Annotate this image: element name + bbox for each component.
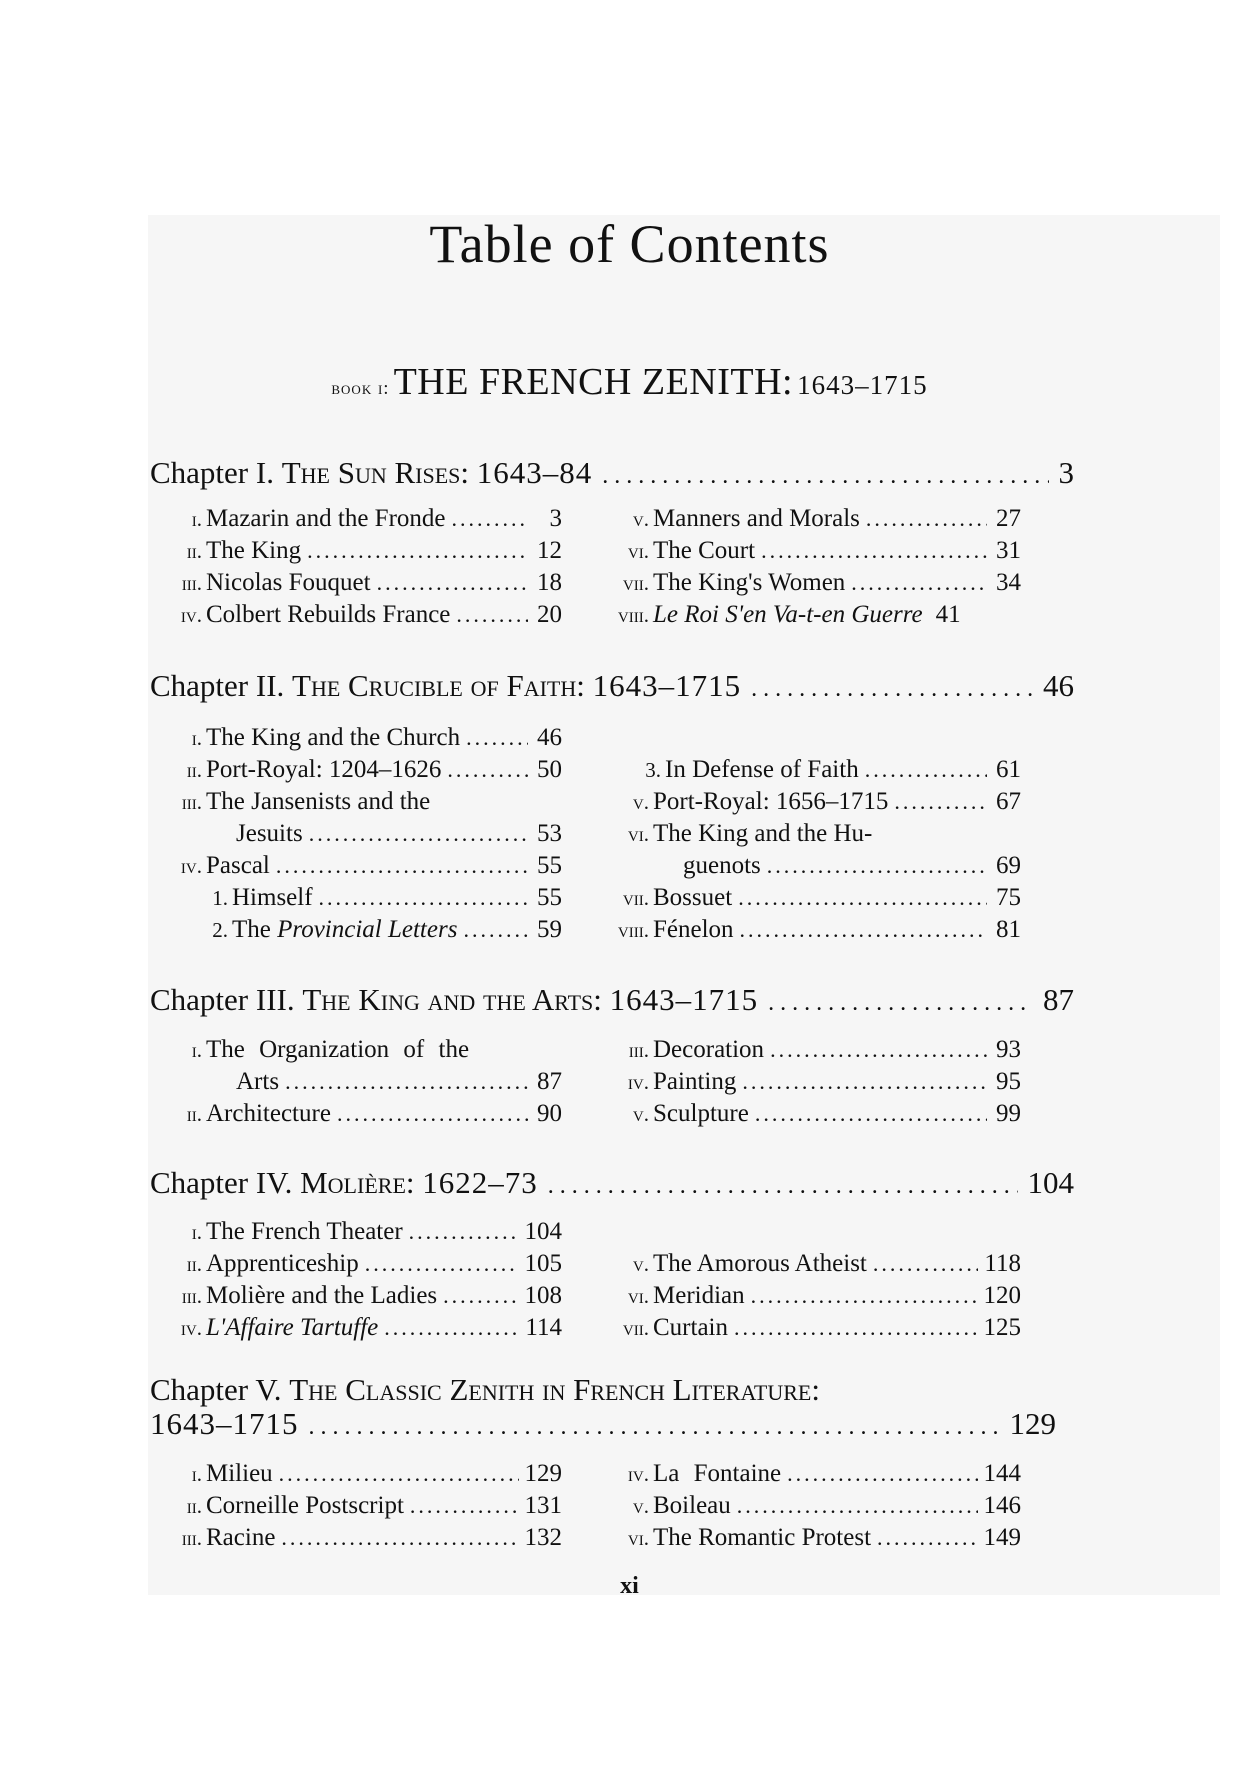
- toc-entry[interactable]: [605, 1068, 1021, 1100]
- section-title: Fénelon: [653, 916, 734, 943]
- section-title: The Organization of the: [206, 1036, 470, 1063]
- section-page: 129: [524, 1460, 562, 1487]
- chapter-years: 1643–84: [476, 455, 593, 490]
- toc-entry[interactable]: [605, 537, 1021, 569]
- chapter-label: Chapter IV.: [150, 1165, 293, 1200]
- chapter-years: 1622–73: [422, 1165, 538, 1200]
- chapter-title: The Sun Rises:: [281, 455, 470, 490]
- section-title: Corneille Postscript: [206, 1492, 404, 1519]
- toc-entry[interactable]: [158, 1036, 562, 1068]
- toc-entry[interactable]: [605, 788, 1021, 820]
- chapter-column-left: [158, 724, 562, 948]
- chapter-years: 1643–1715: [592, 668, 742, 703]
- section-title: Molière and the Ladies: [206, 1282, 438, 1309]
- toc-entry[interactable]: [158, 1068, 562, 1100]
- section-page: 104: [524, 1218, 562, 1245]
- toc-entry[interactable]: [158, 505, 562, 537]
- toc-entry[interactable]: [158, 1460, 562, 1492]
- chapter-label: Chapter V.: [150, 1372, 282, 1407]
- section-number: vi.: [627, 822, 649, 846]
- section-page: 20: [537, 601, 562, 628]
- section-number: v.: [632, 507, 649, 531]
- section-page: 41: [935, 601, 961, 628]
- chapter-label: Chapter III.: [150, 982, 295, 1017]
- section-title: Port-Royal: 1204–1626: [206, 756, 442, 783]
- section-number: iv.: [180, 854, 202, 878]
- toc-entry[interactable]: [158, 1492, 562, 1524]
- toc-entry[interactable]: [158, 788, 562, 820]
- section-title: Milieu: [206, 1460, 273, 1487]
- toc-entry[interactable]: [605, 1492, 1021, 1524]
- section-page: 118: [984, 1250, 1021, 1277]
- chapter-heading[interactable]: [150, 982, 1074, 1018]
- section-number: iii.: [628, 1038, 649, 1062]
- chapter-label: Chapter II.: [150, 668, 285, 703]
- toc-entry[interactable]: [605, 1036, 1021, 1068]
- section-number: 3.: [645, 758, 661, 782]
- section-page: 3: [549, 505, 562, 532]
- section-page: 18: [537, 569, 562, 596]
- section-page: 53: [537, 820, 562, 847]
- section-number: iv.: [627, 1462, 649, 1486]
- section-page: 59: [537, 916, 562, 943]
- section-number: ii.: [186, 1102, 202, 1126]
- section-title: Apprenticeship: [206, 1250, 359, 1277]
- section-title: The King and the Church: [206, 724, 461, 751]
- section-number: v.: [632, 1252, 649, 1276]
- section-page: 46: [537, 724, 562, 751]
- page-number: xi: [620, 1573, 639, 1599]
- chapter-heading[interactable]: [150, 455, 1074, 491]
- toc-entry[interactable]: [158, 820, 562, 852]
- section-title: The Romantic Protest: [653, 1524, 872, 1551]
- section-number: iii.: [181, 571, 202, 595]
- section-number: iv.: [180, 603, 202, 627]
- section-number: iii.: [181, 790, 202, 814]
- chapter-page: 104: [1027, 1165, 1074, 1200]
- section-title: L'Affaire Tartuffe: [206, 1314, 379, 1341]
- chapter-column-left: [158, 1460, 562, 1556]
- section-title: Nicolas Fouquet: [206, 569, 371, 596]
- chapter-years: 1643–1715: [150, 1406, 299, 1441]
- section-page: 69: [996, 852, 1021, 879]
- toc-entry[interactable]: [158, 569, 562, 601]
- section-title: Mazarin and the Fronde: [206, 505, 446, 532]
- toc-entry[interactable]: [605, 601, 1021, 633]
- section-number: i.: [191, 1038, 202, 1062]
- section-number: viii.: [617, 603, 649, 627]
- section-number: 2.: [212, 918, 228, 942]
- chapter-title: The Classic Zenith in French Literature:: [289, 1372, 820, 1407]
- section-page: 144: [983, 1460, 1021, 1487]
- section-page: 149: [983, 1524, 1021, 1551]
- section-number: ii.: [186, 758, 202, 782]
- toc-entry[interactable]: [158, 1100, 562, 1132]
- section-title: guenots: [683, 852, 761, 879]
- chapter-heading[interactable]: [150, 1372, 1074, 1408]
- section-page: 93: [996, 1036, 1021, 1063]
- toc-entry[interactable]: [605, 852, 1021, 884]
- section-page: 34: [996, 569, 1021, 596]
- section-page: 50: [537, 756, 562, 783]
- chapter-column-left: [158, 505, 562, 633]
- section-number: iii.: [181, 1526, 202, 1550]
- section-title: Pascal: [206, 852, 270, 879]
- section-title: The Court: [653, 537, 756, 564]
- section-number: vi.: [627, 539, 649, 563]
- section-number: iii.: [181, 1284, 202, 1308]
- section-page: 95: [996, 1068, 1021, 1095]
- section-page: 120: [983, 1282, 1021, 1309]
- section-page: 99: [996, 1100, 1021, 1127]
- section-number: v.: [632, 1102, 649, 1126]
- section-page: 12: [537, 537, 562, 564]
- section-title: La Fontaine: [653, 1460, 782, 1487]
- section-page: 75: [996, 884, 1021, 911]
- section-page: 27: [996, 505, 1021, 532]
- toc-entry[interactable]: [605, 820, 1021, 852]
- toc-entry[interactable]: [158, 724, 562, 756]
- toc-entry[interactable]: [605, 916, 1021, 948]
- chapter-title: Molière:: [300, 1165, 415, 1200]
- section-title: In Defense of Faith: [665, 756, 859, 783]
- section-number: viii.: [617, 918, 649, 942]
- chapter-heading[interactable]: [150, 668, 1074, 704]
- book-years: 1643–1715: [797, 370, 928, 400]
- toc-entry[interactable]: [605, 1524, 1021, 1556]
- toc-entry[interactable]: [605, 505, 1021, 537]
- chapter-column-left: [158, 1036, 562, 1132]
- section-number: i.: [191, 1220, 202, 1244]
- section-number: vii.: [622, 571, 649, 595]
- section-page: 108: [524, 1282, 562, 1309]
- toc-entry[interactable]: [605, 1250, 1021, 1282]
- toc-entry[interactable]: [158, 537, 562, 569]
- section-number: vii.: [622, 886, 649, 910]
- section-title: Himself: [232, 884, 313, 911]
- toc-entry[interactable]: [158, 1314, 562, 1346]
- section-page: 132: [524, 1524, 562, 1551]
- toc-entry[interactable]: [158, 756, 562, 788]
- book-heading: [0, 360, 1259, 404]
- section-number: vi.: [627, 1284, 649, 1308]
- section-page: 67: [996, 788, 1021, 815]
- section-title: The King's Women: [653, 569, 846, 596]
- chapter-heading-continued[interactable]: [150, 1406, 1056, 1442]
- section-title: The King and the Hu-: [653, 820, 873, 847]
- chapter-page: 129: [1009, 1406, 1056, 1441]
- toc-entry[interactable]: [158, 1218, 562, 1250]
- chapter-column-left: [158, 1218, 562, 1346]
- section-title: The Jansenists and the: [206, 788, 431, 815]
- section-title: Bossuet: [653, 884, 733, 911]
- toc-entry[interactable]: [158, 1524, 562, 1556]
- section-number: vii.: [622, 1316, 649, 1340]
- section-page: 55: [537, 884, 562, 911]
- section-title: Port-Royal: 1656–1715: [653, 788, 889, 815]
- section-number: v.: [632, 1494, 649, 1518]
- section-page: 87: [537, 1068, 562, 1095]
- toc-entry[interactable]: [605, 569, 1021, 601]
- book-title: THE FRENCH ZENITH:: [393, 361, 794, 403]
- chapter-column-right: [605, 1250, 1021, 1346]
- section-title: Arts: [236, 1068, 280, 1095]
- section-number: iv.: [627, 1070, 649, 1094]
- toc-entry[interactable]: [605, 1460, 1021, 1492]
- chapter-page: 87: [1043, 982, 1074, 1017]
- page-title: Table of Contents: [429, 214, 830, 274]
- section-title: Meridian: [653, 1282, 745, 1309]
- chapter-column-right: [605, 1460, 1021, 1556]
- toc-entry[interactable]: [158, 852, 562, 884]
- section-title: Curtain: [653, 1314, 728, 1341]
- toc-entry[interactable]: [158, 884, 562, 916]
- toc-entry[interactable]: [158, 601, 562, 633]
- section-title: Racine: [206, 1524, 276, 1551]
- section-title: The Provincial Letters: [232, 916, 458, 943]
- section-title: Colbert Rebuilds France: [206, 601, 451, 628]
- book-label: book i:: [331, 378, 390, 399]
- section-number: i.: [191, 726, 202, 750]
- toc-entry[interactable]: [158, 916, 562, 948]
- section-title: The French Theater: [206, 1218, 403, 1245]
- section-page: 31: [996, 537, 1021, 564]
- section-number: 1.: [212, 886, 228, 910]
- toc-entry[interactable]: [605, 1282, 1021, 1314]
- section-title: Manners and Morals: [653, 505, 860, 532]
- section-title: Boileau: [653, 1492, 731, 1519]
- chapter-heading[interactable]: [150, 1165, 1074, 1201]
- chapter-title: The King and the Arts:: [302, 982, 602, 1017]
- chapter-label: Chapter I.: [150, 455, 274, 490]
- section-page: 61: [996, 756, 1021, 783]
- section-page: 90: [537, 1100, 562, 1127]
- section-title: Architecture: [206, 1100, 331, 1127]
- section-title: Jesuits: [236, 820, 303, 847]
- section-page: 114: [525, 1314, 562, 1341]
- section-page: 105: [524, 1250, 562, 1277]
- section-page: 125: [983, 1314, 1021, 1341]
- section-title: Le Roi S'en Va-t-en Guerre: [653, 601, 923, 628]
- section-number: ii.: [186, 1252, 202, 1276]
- section-number: vi.: [627, 1526, 649, 1550]
- section-title: Sculpture: [653, 1100, 749, 1127]
- section-page: 146: [983, 1492, 1021, 1519]
- toc-entry[interactable]: [158, 1282, 562, 1314]
- section-page: 55: [537, 852, 562, 879]
- section-number: v.: [632, 790, 649, 814]
- toc-entry[interactable]: [605, 884, 1021, 916]
- section-title: The King: [206, 537, 302, 564]
- section-number: ii.: [186, 539, 202, 563]
- section-number: ii.: [186, 1494, 202, 1518]
- section-page: 81: [996, 916, 1021, 943]
- chapter-years: 1643–1715: [609, 982, 759, 1017]
- toc-entry[interactable]: [605, 1314, 1021, 1346]
- chapter-title: The Crucible of Faith:: [292, 668, 585, 703]
- chapter-column-right: [605, 505, 1021, 633]
- chapter-column-right: [605, 756, 1021, 948]
- section-number: i.: [191, 1462, 202, 1486]
- section-title: The Amorous Atheist: [653, 1250, 867, 1277]
- toc-entry[interactable]: [605, 756, 1021, 788]
- chapter-page: 46: [1043, 668, 1074, 703]
- chapter-column-right: [605, 1036, 1021, 1132]
- section-number: iv.: [180, 1316, 202, 1340]
- toc-entry[interactable]: [158, 1250, 562, 1282]
- section-title: Decoration: [653, 1036, 765, 1063]
- chapter-page: 3: [1058, 455, 1074, 490]
- section-title: Painting: [653, 1068, 737, 1095]
- section-page: 131: [524, 1492, 562, 1519]
- section-number: i.: [191, 507, 202, 531]
- toc-entry[interactable]: [605, 1100, 1021, 1132]
